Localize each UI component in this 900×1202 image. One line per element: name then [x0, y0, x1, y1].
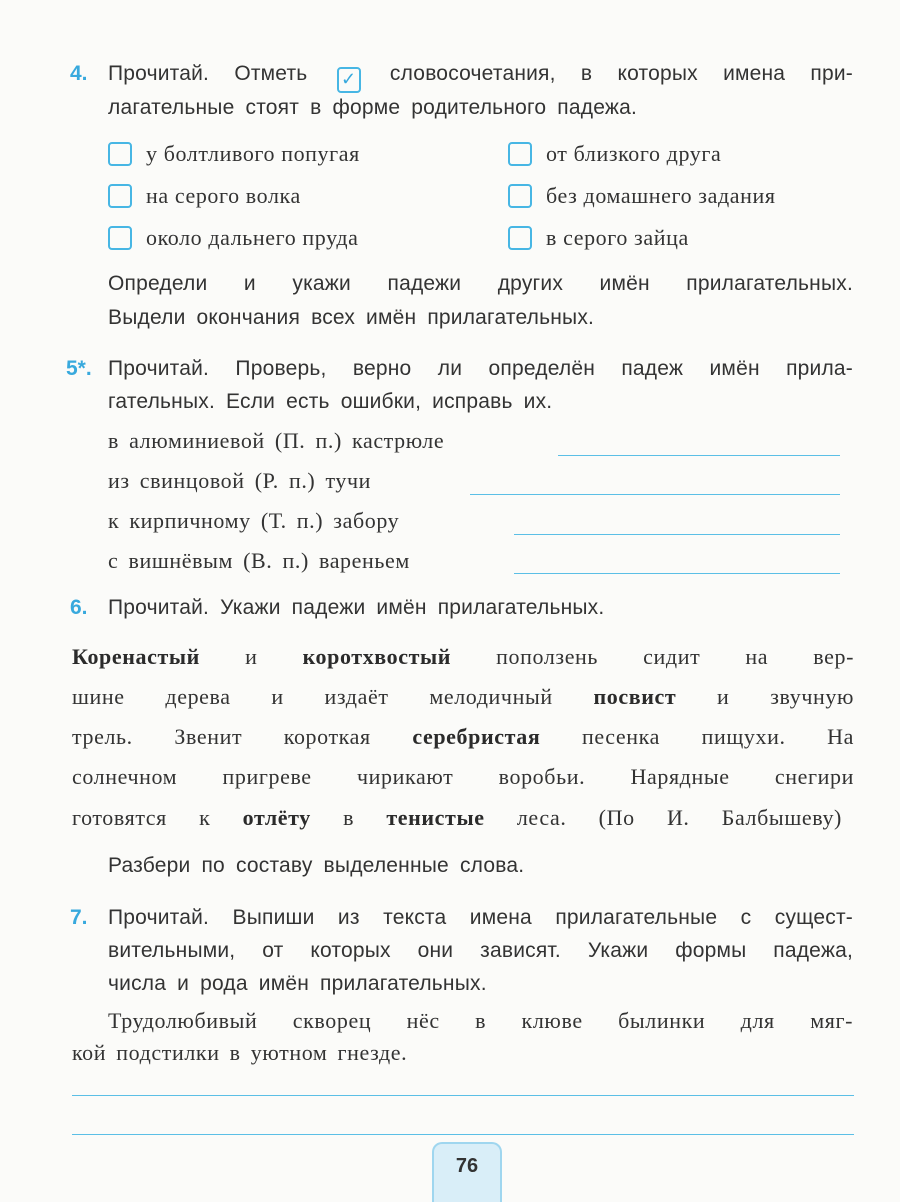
checkbox[interactable] [108, 184, 132, 208]
option-label: у болтливого попугая [146, 141, 360, 166]
text: леса. (По И. Балбышеву) [484, 805, 842, 830]
task-7-instruction-line-2: вительными, от которых они зависят. Укажи формы падежа, [108, 939, 853, 962]
task-6-instruction: Прочитай. Укажи падежи имён прилагательных. [108, 596, 605, 619]
answer-line[interactable] [514, 534, 840, 535]
task-5-item-3: к кирпичному (Т. п.) забору [108, 508, 400, 533]
option-4[interactable] [508, 183, 776, 209]
checkbox[interactable] [108, 142, 132, 166]
option-label: без домашнего задания [546, 183, 776, 208]
task-6-text-line-4: солнечном пригреве чирикают воробьи. Нарядные снегири [72, 764, 854, 789]
task-5-number: 5*. [66, 357, 92, 380]
task-4-followup-2: Выдели окончания всех имён прилагательных. [108, 306, 595, 329]
task-4-followup-1: Определи и укажи падежи других имён прилагательных. [108, 272, 853, 295]
bold-word: отлёту [242, 805, 311, 830]
task-4-instruction-line-1 [108, 62, 853, 93]
option-label: от близкого друга [546, 141, 722, 166]
task-6-number: 6. [70, 596, 88, 619]
text: шине дерева и издаёт мелодичный [72, 684, 594, 709]
check-icon: ✓ [337, 67, 361, 93]
task-6-followup: Разбери по составу выделенные слова. [108, 854, 525, 877]
task-6-text-line-1 [72, 644, 854, 670]
instruction-text: Прочитай. Отметь [108, 62, 308, 85]
task-5-item-1: в алюминиевой (П. п.) кастрюле [108, 428, 445, 453]
answer-line[interactable] [470, 494, 840, 495]
bold-word: Коренастый [72, 644, 200, 669]
text: готовятся к [72, 805, 243, 830]
option-label: в серого зайца [546, 225, 689, 250]
option-2[interactable] [508, 141, 721, 167]
task-7-number: 7. [70, 906, 88, 929]
checkbox[interactable] [108, 226, 132, 250]
bold-word: тенистые [386, 805, 485, 830]
text: в [310, 805, 387, 830]
task-6-text-line-3 [72, 724, 854, 750]
option-6[interactable] [508, 225, 689, 251]
task-6-text-line-5 [72, 805, 842, 831]
task-4-number: 4. [70, 62, 88, 85]
checkbox[interactable] [508, 184, 532, 208]
option-3[interactable] [108, 183, 301, 209]
task-7-text-line-2: кой подстилки в уютном гнезде. [72, 1040, 408, 1065]
task-7-instruction-line-1: Прочитай. Выпиши из текста имена прилагательные с сущест- [108, 906, 853, 929]
answer-line[interactable] [558, 455, 840, 456]
task-7-text-line-1: Трудолюбивый скворец нёс в клюве былинки для мяг- [108, 1008, 853, 1033]
task-7-instruction-line-3: числа и рода имён прилагательных. [108, 972, 487, 995]
answer-line[interactable] [72, 1134, 854, 1135]
checkbox[interactable] [508, 226, 532, 250]
task-5-instruction-line-1: Прочитай. Проверь, верно ли определён падеж имён прила- [108, 357, 853, 380]
bold-word: посвист [593, 684, 677, 709]
text: поползень сидит на вер- [451, 644, 854, 669]
text: и звучную [676, 684, 855, 709]
instruction-text: словосочетания, в которых имена при- [389, 62, 853, 85]
text: и [199, 644, 303, 669]
option-label: около дальнего пруда [146, 225, 359, 250]
checkbox[interactable] [508, 142, 532, 166]
text: трель. Звенит короткая [72, 724, 413, 749]
option-label: на серого волка [146, 183, 301, 208]
option-1[interactable] [108, 141, 360, 167]
option-5[interactable] [108, 225, 359, 251]
task-4-instruction-line-2: лагательные стоят в форме родительного падежа. [108, 96, 638, 119]
task-5-instruction-line-2: гательных. Если есть ошибки, исправь их. [108, 390, 553, 413]
text: песенка пищухи. На [540, 724, 854, 749]
bold-word: серебристая [412, 724, 541, 749]
bold-word: коротхвостый [302, 644, 452, 669]
task-6-text-line-2 [72, 684, 854, 710]
page-number: 76 [432, 1142, 502, 1202]
task-5-item-2: из свинцовой (Р. п.) тучи [108, 468, 372, 493]
answer-line[interactable] [514, 573, 840, 574]
answer-line[interactable] [72, 1095, 854, 1096]
task-5-item-4: с вишнёвым (В. п.) вареньем [108, 548, 410, 573]
